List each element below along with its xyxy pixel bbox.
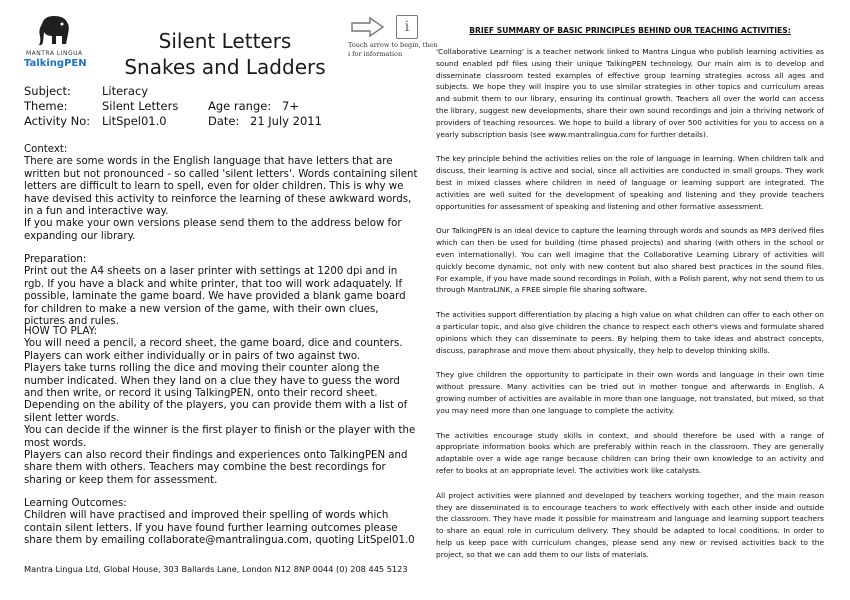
summary-heading: BRIEF SUMMARY OF BASIC PRINCIPLES BEHIND OUR TEACHING ACTIVITIES: [469, 26, 791, 35]
info-icon: i [404, 19, 410, 35]
date-label: Date: [208, 114, 240, 128]
theme-value: Silent Letters [102, 99, 179, 113]
context-heading: Context: [24, 144, 68, 155]
summary-paragraph: 'Collaborative Learning' is a teacher network linked to Mantra Lingua who publish learning activities as sound enabled pdf files using their unique TalkingPEN technology. Our main aim is to develop and disseminate classroom tested examples of effective group learning strategies across all ages and subjects. We hope they will inspire you to use similar strategies in other topics and curriculum areas and submit them to our library, ensuring its continual growth. Teachers all over the world can access the library, suggest new developments, share their own sound recordings and join a thriving network of providers of teaching resources. We hope to build a library of over 500 activities for you to access on a yearly subscription basis (see www.mantralingua.com for further details). [436, 47, 824, 139]
summary-paragraph: All project activities were planned and developed by teachers working together, and the main reason they are disseminated is to encourage teachers to work effectively with each other inside and outside the classroom. They have made it possible for mainstream and language and learning support teachers to share an equal role in curriculum delivery. They should be adapted to local conditions. In order to help us keep pace with curriculum changes, please send any new or revised activities back to the project, so that we can add them to our lists of materials. [436, 490, 824, 559]
elephant-icon [34, 14, 74, 48]
logo-text-talkingpen: TalkingPEN [24, 58, 87, 69]
summary-paragraph: The activities support differentiation by placing a high value on what children can offer to each other on a particular topic, and also give children the chance to respect each other's views and formulate shared opinions which they can disseminate to peers. By helping them to take ideas and abstract concepts, discuss, paraphrase and move them about physically, they help to develop thinking skills. [436, 310, 824, 355]
footer-address: Mantra Lingua Ltd, Global House, 303 Ballards Lane, London N12 8NP 0044 (0) 208 445 5123 [24, 564, 408, 574]
how-to-play-line: You can decide if the winner is the first player to finish or the player with the most words. [24, 425, 416, 449]
preparation-heading: Preparation: [24, 254, 87, 265]
summary-paragraph: The activities encourage study skills in context, and should therefore be used with a range of appropriate information books which are preferably within reach in the classroom. They are generally adaptable over a wide age range because children can bring their own knowledge to an activity and refer to books at an appropriate level. The activities work like catalysts. [436, 430, 824, 475]
title-line-1: Silent Letters [158, 29, 292, 53]
context-paragraph: There are some words in the English language that have letters that are written but not pronounced - so called 'silent letters'. Words containing silent letters are difficult to learn to spell, even for older children. This is why we have devised this activity to reinforce the learning of these awkward words, in a fun and interactive way. [24, 156, 418, 218]
context-paragraph: If you make your own versions please send them to the address below for expanding our library. [24, 218, 402, 242]
context-section [24, 144, 420, 243]
preparation-section [24, 254, 420, 328]
info-button[interactable] [396, 15, 418, 39]
age-label: Age range: [208, 99, 272, 113]
outcomes-paragraph: Children will have practised and improved their spelling of words which contain silent letters. If you have found further learning outcomes please share them by emailing collaborate@mantralingua.com, quoting LitSpel01.0 [24, 510, 415, 547]
activity-label: Activity No: [24, 114, 91, 128]
subject-value: Literacy [102, 84, 149, 98]
theme-label: Theme: [24, 99, 68, 113]
learning-outcomes-section [24, 498, 420, 548]
summary-paragraph: The key principle behind the activities relies on the role of language in learning. When children talk and discuss, their learning is active and social, since all activities are conducted in small groups. They work best in mixed classes where children in need of language or learning support are integrated. The activities are well suited for the development of speaking and listening and they provide teachers opportunities for assessment of speaking and listening and other formative assessment. [436, 154, 824, 211]
how-to-play-heading: HOW TO PLAY: [24, 326, 98, 337]
age-value: 7+ [282, 99, 299, 113]
how-to-play-section [24, 326, 420, 487]
navigation-controls [344, 14, 438, 69]
arrow-right-icon[interactable] [350, 16, 386, 38]
how-to-play-line: You will need a pencil, a record sheet, the game board, dice and counters. [24, 338, 403, 350]
mantra-lingua-logo [22, 14, 87, 72]
how-to-play-line: Players can also record their findings and experiences onto TalkingPEN and share them with others. Teachers may combine the best recordings for sharing or keep them for assessment. [24, 450, 408, 486]
activity-value: LitSpel01.0 [102, 114, 167, 128]
how-to-play-line: Players take turns rolling the dice and moving their counter along the number indicated. When they land on a clue they have to guess the word and then write, or record it using TalkingPEN, onto their record sheet. [24, 363, 400, 400]
title-line-2: Snakes and Ladders [124, 55, 326, 79]
page-title [120, 28, 330, 80]
meta-info [24, 84, 424, 132]
summary-paragraph: They give children the opportunity to participate in their own words and language in their own time without pressure. Many activities can be tried out in mother tongue and afterwards in English. A growing number of activities are available in more than one language, not translated, but mixed, so that you may need more than one language to complete the activity. [436, 370, 824, 415]
subject-label: Subject: [24, 84, 71, 98]
summary-paragraph: Our TalkingPEN is an ideal device to capture the learning through words and sounds as MP3 derived files which can then be used for building (time phased projects) and sharing (with others in the school or even internationally). You can well imagine that the Collaborative Learning Library of activities will quickly become dynamic, not only with new content but also shared best practices in the sound files. For example, if you have made sound recordings in Polish, with a Polish parent, why not send them to us through MantraLINK, a FREE simple file sharing software. [436, 226, 824, 295]
preparation-paragraph: Print out the A4 sheets on a laser printer with settings at 1200 dpi and in rgb. If you have a black and white printer, that too will work adaquately. If possible, laminate the game board. We have provided a blank game board for children to make a new version of the game, with their own clues, pictures and rules. [24, 266, 406, 328]
summary-body [436, 46, 824, 573]
date-value: 21 July 2011 [250, 114, 322, 128]
how-to-play-line: Depending on the ability of the players, you can provide them with a list of silent letter words. [24, 400, 408, 424]
outcomes-heading: Learning Outcomes: [24, 498, 127, 509]
nav-hint: Touch arrow to begin, then i for information [348, 41, 438, 58]
logo-text-mantra: MANTRA LINGUA [26, 50, 83, 57]
how-to-play-line: Players can work either individually or in pairs of two against two. [24, 350, 361, 362]
